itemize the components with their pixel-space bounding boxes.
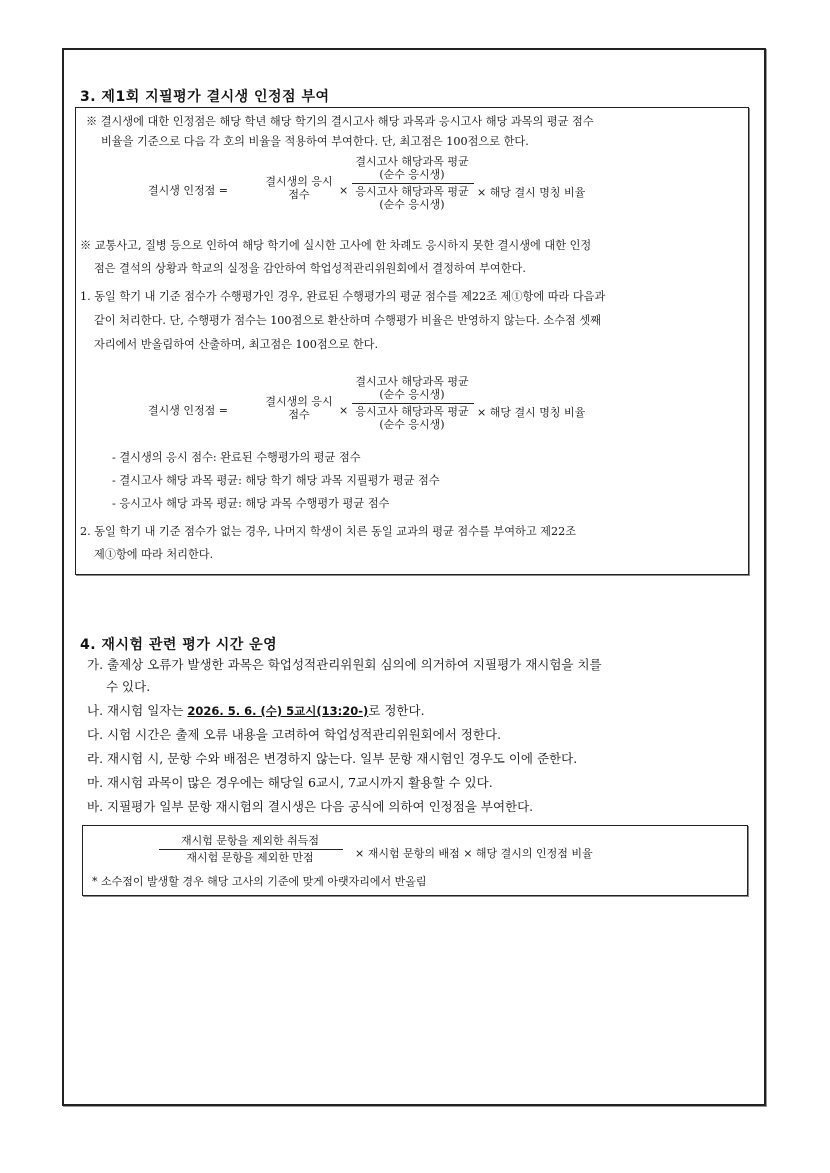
retest-formula-tail: × 재시험 문항의 배점 × 해당 결시의 인정점 비율: [355, 847, 593, 860]
formula-times: ×: [339, 184, 349, 197]
rounding-note: * 소수점이 발생할 경우 해당 고사의 기준에 맞게 아랫자리에서 반올림: [92, 875, 427, 888]
formula-num-line1: 결시고사 해당과목 평균: [355, 155, 469, 168]
note2-line2: 점은 결석의 상황과 학교의 실정을 감안하여 학업성적관리위원회에서 결정하여 부여한다.: [94, 262, 526, 275]
formula-den-line2: (순수 응시생): [379, 418, 445, 431]
retest-formula-den: 재시험 문항을 제외한 만점: [186, 851, 314, 864]
fraction-bar: [352, 403, 474, 404]
item-ba: 바. 지필평가 일부 문항 재시험의 결시생은 다음 공식에 의하여 인정점을 부여한다.: [87, 799, 534, 814]
note2-line1: ※ 교통사고, 질병 등으로 인하여 해당 학기에 실시한 고사에 한 차례도 응시하지 못한 결시생에 대한 인정: [80, 239, 592, 252]
formula-num-line1: 결시고사 해당과목 평균: [355, 375, 469, 388]
formula-tail: × 해당 결시 명칭 비율: [477, 406, 586, 419]
section3-title: 3. 제1회 지필평가 결시생 인정점 부여: [80, 89, 330, 105]
item1-line1: 1. 동일 학기 내 기준 점수가 수행평가인 경우, 완료된 수행평가의 평균 점수를 제22조 제①항에 따라 다음과: [80, 290, 606, 303]
formula-den-line2: (순수 응시생): [379, 198, 445, 211]
formula-tail: × 해당 결시 명칭 비율: [477, 186, 586, 199]
formula-score-bottom: 점수: [288, 188, 310, 201]
item-na-suffix: 로 정한다.: [368, 703, 425, 718]
retest-date: 2026. 5. 6. (수) 5교시(13:20-): [187, 704, 369, 718]
formula-num-line2: (순수 응시생): [379, 388, 445, 401]
definition-3: - 응시고사 해당 과목 평균: 해당 과목 수행평가 평균 점수: [112, 497, 390, 510]
item2-line2: 제①항에 따라 처리한다.: [94, 548, 214, 561]
retest-formula-num: 재시험 문항을 제외한 취득점: [180, 834, 319, 847]
formula-score-top: 결시생의 응시: [265, 175, 333, 188]
item1-line2: 같이 처리한다. 단, 수행평가 점수는 100점으로 환산하며 수행평가 비율은 반영하지 않는다. 소수점 셋째: [94, 314, 601, 327]
section4-title: 4. 재시험 관련 평가 시간 운영: [80, 637, 278, 653]
formula-score-bottom: 점수: [288, 408, 310, 421]
formula-score-top: 결시생의 응시: [265, 395, 333, 408]
item-ga-line1: 가. 출제상 오류가 발생한 과목은 학업성적관리위원회 심의에 의거하여 지필평가 재시험을 치를: [87, 657, 602, 672]
formula-lhs: 결시생 인정점 =: [148, 404, 228, 417]
formula-den-line1: 응시고사 해당과목 평균: [355, 405, 469, 418]
note1-line1: ※ 결시생에 대한 인정점은 해당 학년 해당 학기의 결시고사 해당 과목과 응시고사 해당 과목의 평균 점수: [86, 115, 594, 128]
definition-2: - 결시고사 해당 과목 평균: 해당 학기 해당 과목 지필평가 평균 점수: [112, 474, 440, 487]
item-ra: 라. 재시험 시, 문항 수와 배점은 변경하지 않는다. 일부 문항 재시험인 경우도 이에 준한다.: [87, 751, 578, 766]
item-ga-line2: 수 있다.: [106, 679, 151, 694]
fraction-bar: [352, 183, 474, 184]
item-ma: 마. 재시험 과목이 많은 경우에는 해당일 6교시, 7교시까지 활용할 수 있다.: [87, 775, 493, 790]
item-na: [87, 703, 425, 719]
formula-times: ×: [339, 404, 349, 417]
item1-line3: 자리에서 반올림하여 산출하며, 최고점은 100점으로 한다.: [94, 338, 379, 351]
note1-line2: 비율을 기준으로 다음 각 호의 비율을 적용하여 부여한다. 단, 최고점은 100점으로 한다.: [101, 135, 529, 148]
formula-num-line2: (순수 응시생): [379, 168, 445, 181]
fraction-bar: [159, 849, 343, 850]
definition-1: - 결시생의 응시 점수: 완료된 수행평가의 평균 점수: [112, 451, 361, 464]
formula-lhs: 결시생 인정점 =: [148, 184, 228, 197]
item-da: 다. 시험 시간은 출제 오류 내용을 고려하여 학업성적관리위원회에서 정한다.: [87, 727, 502, 742]
item2-line1: 2. 동일 학기 내 기준 점수가 없는 경우, 나머지 학생이 치른 동일 교과의 평균 점수를 부여하고 제22조: [80, 525, 577, 538]
item-na-prefix: 나. 재시험 일자는: [87, 703, 188, 718]
formula-den-line1: 응시고사 해당과목 평균: [355, 185, 469, 198]
